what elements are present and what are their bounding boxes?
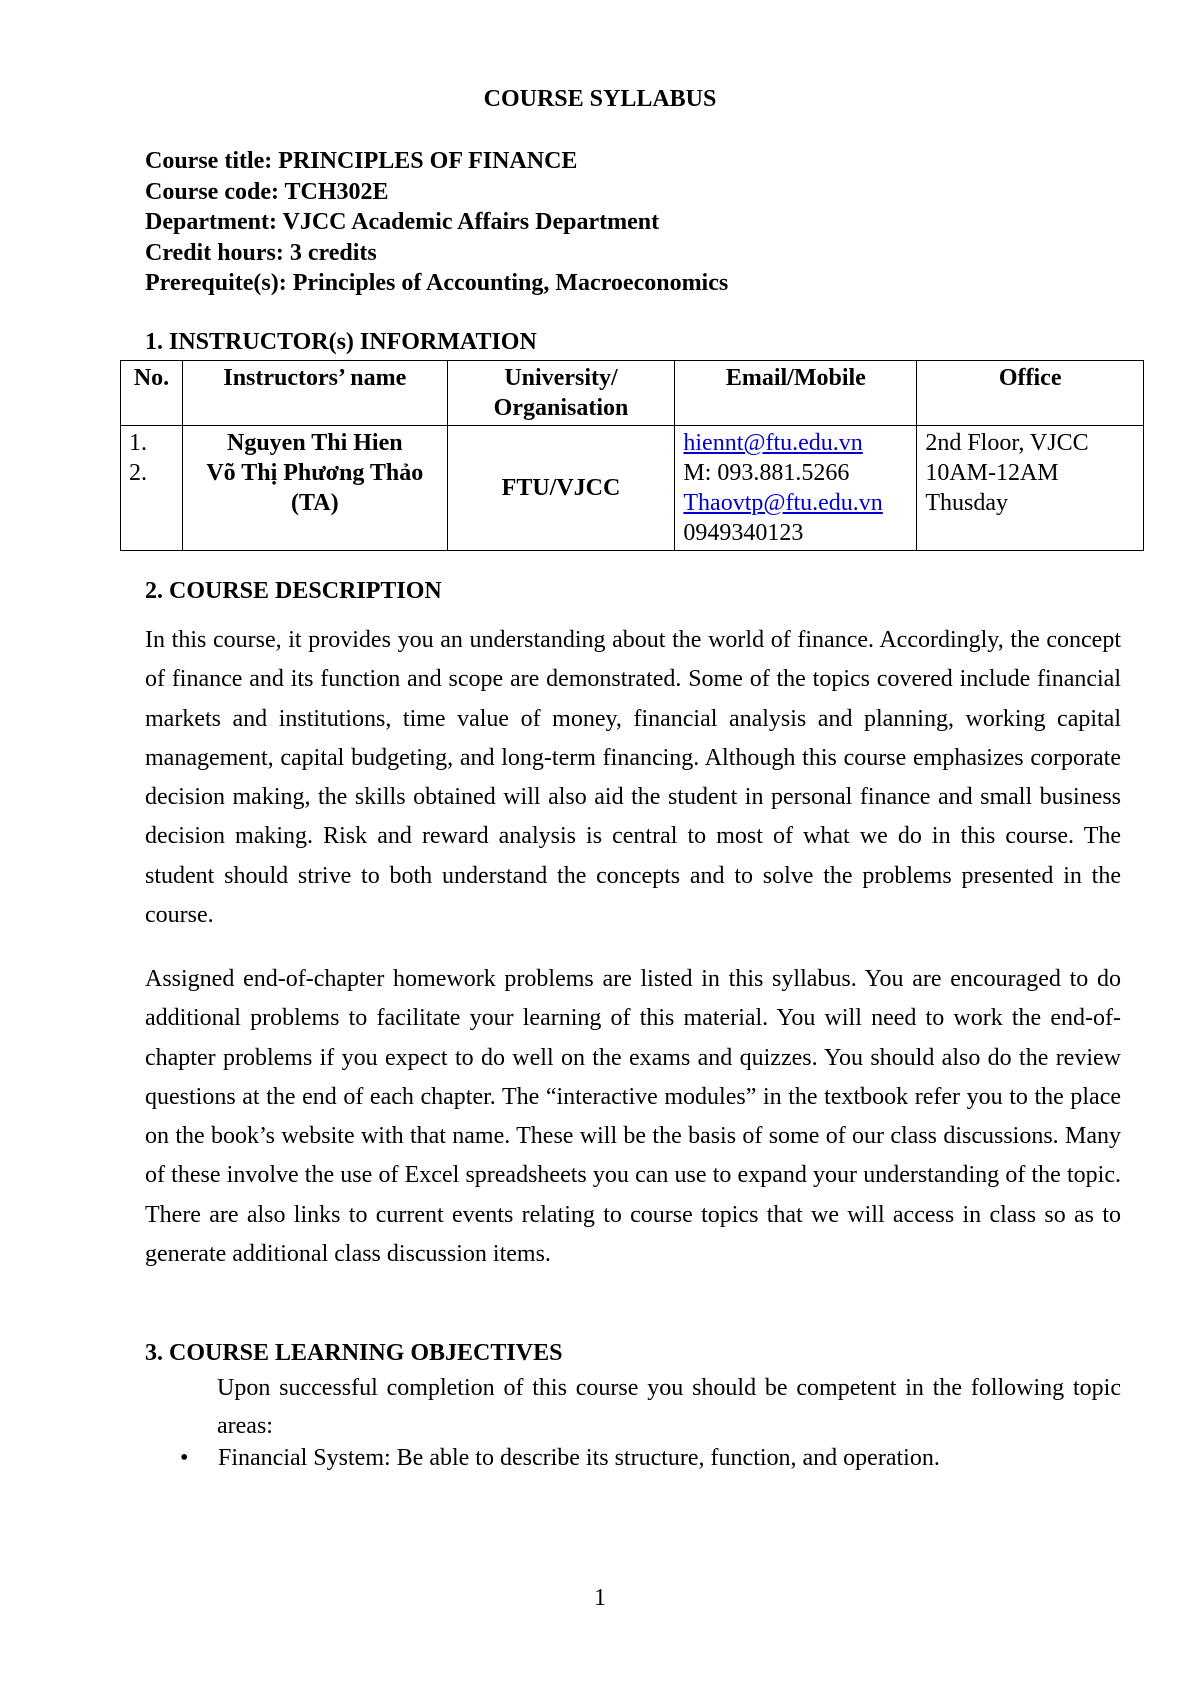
objectives-intro: Upon successful completion of this course you should be competent in the following topic areas: xyxy=(217,1375,1121,1439)
mobile-number: M: 093.881.5266 xyxy=(683,460,850,486)
header-no: No. xyxy=(121,361,183,426)
page-number: 1 xyxy=(594,1585,606,1611)
course-description-para-1 xyxy=(145,621,1121,935)
office-hours: 10AM-12AM xyxy=(925,460,1059,486)
email-link[interactable]: hiennt@ftu.edu.vn xyxy=(683,430,863,456)
course-meta xyxy=(145,146,728,299)
department: Department: VJCC Academic Affairs Department xyxy=(145,209,660,235)
course-description-para-2 xyxy=(145,960,1121,1274)
instructor-table xyxy=(120,360,1144,551)
row-number: 1. xyxy=(129,430,147,456)
section-3-heading: 3. COURSE LEARNING OBJECTIVES xyxy=(145,1340,563,1366)
list-item-text: Financial System: Be able to describe its structure, function, and operation. xyxy=(218,1445,940,1471)
credit-hours: Credit hours: 3 credits xyxy=(145,239,377,266)
cell-organisation: FTU/VJCC xyxy=(447,426,675,551)
prerequisites: Prerequite(s): Principles of Accounting, Macroeconomics xyxy=(145,270,729,296)
paragraph: Assigned end-of-chapter homework problems are listed in this syllabus. You are encouraged to do additional problems to facilitate your learning of this material. You will need to work the end-of-chapter problems if you expect to do well on the exams and quizzes. You should also do the review questions at the end of each chapter. The “interactive modules” in the textbook refer you to the place on the book’s website with that name. These will be the basis of some of our class discussions. Many of these involve the use of Excel spreadsheets you can use to expand your understanding of the topic. There are also links to current events relating to course topics that we will access in class so as to generate additional class discussion items. xyxy=(145,966,1121,1268)
office-day: Thusday xyxy=(925,490,1008,516)
cell-names xyxy=(182,426,447,551)
table-header-row xyxy=(121,361,1144,426)
table-row xyxy=(121,426,1144,551)
course-title: Course title: PRINCIPLES OF FINANCE xyxy=(145,148,578,174)
paragraph: In this course, it provides you an understanding about the world of finance. Accordingly, the concept of finance and its function and scope are demonstrated. Some of the topics covered include financial markets and institutions, time value of money, financial analysis and planning, working capital management, capital budgeting, and long-term financing. Although this course emphasizes corporate decision making, the skills obtained will also aid the student in personal finance and small business decision making. Risk and reward analysis is central to most of what we do in this course. The student should strive to both understand the concepts and to solve the problems presented in the course. xyxy=(145,627,1121,929)
instructor-name: Võ Thị Phương Thảo xyxy=(206,460,424,486)
section-1-heading: 1. INSTRUCTOR(s) INFORMATION xyxy=(145,329,537,355)
document-title: COURSE SYLLABUS xyxy=(483,86,717,112)
list-item xyxy=(180,1445,940,1472)
cell-contacts xyxy=(675,426,917,551)
cell-office xyxy=(917,426,1144,551)
bullet-icon: • xyxy=(180,1445,189,1471)
mobile-number: 0949340123 xyxy=(683,520,804,546)
cell-no xyxy=(121,426,183,551)
course-code: Course code: TCH302E xyxy=(145,178,389,205)
instructor-name: Nguyen Thi Hien xyxy=(226,430,403,456)
office-location: 2nd Floor, VJCC xyxy=(925,430,1089,456)
section-2-heading: 2. COURSE DESCRIPTION xyxy=(145,578,442,604)
email-link[interactable]: Thaovtp@ftu.edu.vn xyxy=(683,490,883,516)
header-organisation: University/ Organisation xyxy=(447,361,675,426)
header-name: Instructors’ name xyxy=(182,361,447,426)
instructor-role: (TA) xyxy=(291,490,339,516)
header-office: Office xyxy=(917,361,1144,426)
row-number: 2. xyxy=(129,460,147,486)
header-email: Email/Mobile xyxy=(675,361,917,426)
